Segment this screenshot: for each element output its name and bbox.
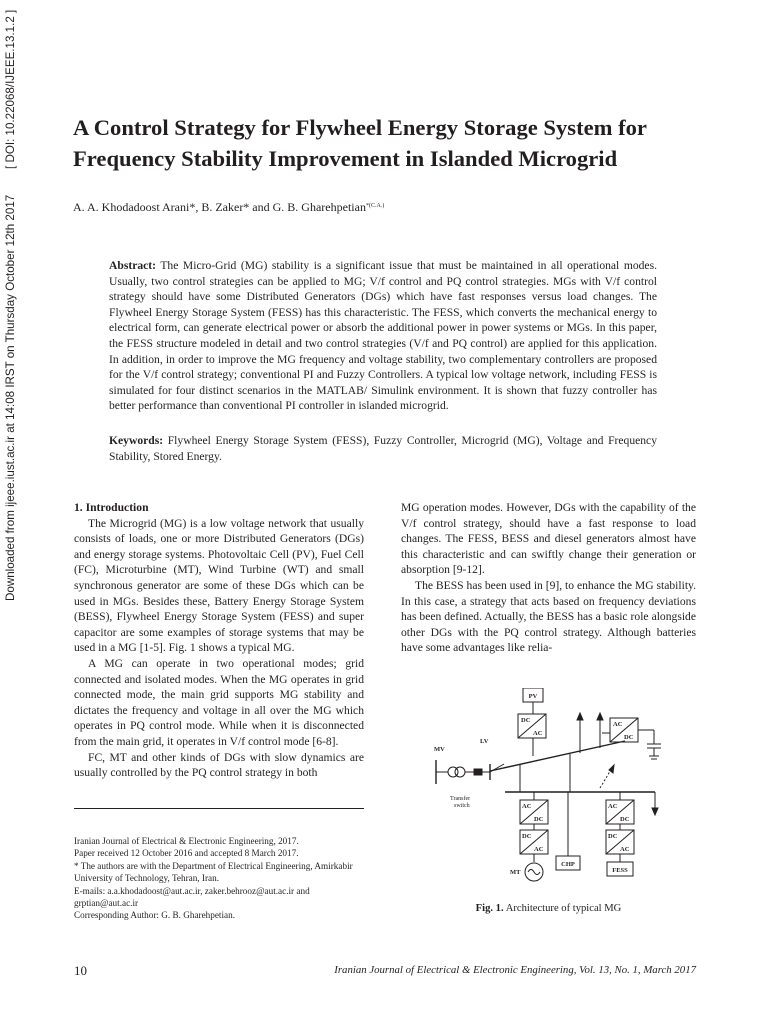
authors (73, 200, 384, 215)
title-line-1: A Control Strategy for Flywheel Energy Storage System for (73, 115, 647, 140)
paper-title (73, 112, 713, 174)
label-chp: CHP (561, 861, 575, 868)
keywords-text: Flywheel Energy Storage System (FESS), Fuzzy Controller, Microgrid (MG), Voltage and Frequency Stability, Stored Energy. (109, 434, 657, 463)
footnote (74, 835, 366, 922)
abstract-label: Abstract: (109, 259, 157, 272)
label-dc: DC (620, 816, 630, 823)
title-line-2: Frequency Stability Improvement in Islanded Microgrid (73, 146, 618, 171)
breaker (474, 769, 482, 775)
keywords-label: Keywords: (109, 434, 164, 447)
download-text: Downloaded from ijeee.iust.ac.ir at 14:08 IRST on Thursday October 12th 2017 (4, 194, 17, 602)
footnote-rule (74, 808, 364, 809)
label-ac: AC (522, 803, 532, 810)
label-pv: PV (528, 693, 538, 700)
keywords (109, 433, 657, 464)
paragraph: The Microgrid (MG) is a low voltage network that usually consists of loads, one or more Distributed Generators (DGs) and energy storage systems. Photovoltaic Cell (PV), Fuel Cell (FC), Microturbine (MT), Wind Turbine (WT) and small synchronous generator are some of these DGs which can be used in MGs. Besides these, Battery Energy Storage System (BESS), Flywheel Energy Storage System (FESS) and super capacitor are some examples of storage systems that may be used in a MG [1-5]. Fig. 1 shows a typical MG. (74, 516, 364, 655)
label-dc: DC (522, 833, 532, 840)
label-ac: AC (534, 846, 544, 853)
right-column (401, 500, 696, 656)
paragraph: The BESS has been used in [9], to enhance the MG stability. In this case, a strategy that acts based on frequency deviations has been defined. Actually, the BESS has a basic role alongside other DGs with the PQ control strategy. Although batteries have some advantages like relia- (401, 578, 696, 655)
page-number: 10 (74, 963, 87, 978)
doi-link[interactable]: [ DOI: 10.22068/IJEEE.13.1.2 ] (4, 10, 17, 170)
label-mv: MV (434, 746, 445, 753)
paragraph: MG operation modes. However, DGs with the capability of the V/f control strategy, should have a fast response to load changes. The FESS, BESS and diesel generators almost have this characteristic and can swiftly change their generation or absorption [9-12]. (401, 501, 696, 577)
author-mark: *(C.A.) (365, 203, 385, 209)
label-dc: DC (608, 833, 618, 840)
footnote-line: E-mails: a.a.khodadoost@aut.ac.ir, zaker.behrooz@aut.ac.ir and grptian@aut.ac.ir (74, 885, 310, 909)
journal-footer: Iranian Journal of Electrical & Electronic Engineering, Vol. 13, No. 1, March 2017 (334, 964, 696, 976)
label-switch: switch (454, 803, 470, 809)
section-heading: 1. Introduction (74, 501, 149, 514)
author-names: A. A. Khodadoost Arani*, B. Zaker* and G. B. Gharehpetian (73, 200, 366, 214)
caption-label: Fig. 1. (475, 903, 504, 914)
label-fess: FESS (612, 867, 628, 874)
label-lv: LV (480, 738, 489, 745)
left-column (74, 500, 364, 781)
label-dc: DC (624, 734, 634, 741)
lv-bus (490, 741, 625, 771)
paragraph: A MG can operate in two operational modes; grid connected and isolated modes. When the MG operates in grid connected mode, the main grid supports MG stability and dictates the frequency and voltage in all over the MG which operates in PQ control mode. While when it is disconnected from the main grid, it operates in V/f control mode [6-8]. (74, 656, 364, 748)
footnote-line: Iranian Journal of Electrical & Electronic Engineering, 2017. (74, 836, 299, 846)
download-stamp (4, 10, 32, 734)
label-ac: AC (608, 803, 618, 810)
microgrid-diagram (430, 688, 670, 888)
label-ac: AC (620, 846, 630, 853)
figure-caption (401, 903, 696, 914)
caption-text: Architecture of typical MG (503, 903, 622, 914)
abstract-text: The Micro-Grid (MG) stability is a significant issue that must be maintained in all operational modes. Usually, two control strategies can be applied to MG; V/f control and PQ control strategies. MGs with V/f control strategy should have some Distributed Generators (DGs) which have fast responses versus load changes. The Flywheel Energy Storage System (FESS) has this characteristic. The FESS, which converts the mechanical energy to electrical form, can generate electrical power or absorb the additional power in power systems or MGs. In this paper, the FESS structure modeled in detail and two control strategies (V/f and PQ control) are applied for this application. In addition, in order to improve the MG frequency and voltage stability, two complementary controllers are proposed for the V/f control strategy; conventional PI and Fuzzy Controllers. A typical low voltage network, including FESS is simulated for four distinct scenarios in the MATLAB/ Simulink environment. It is shown that fuzzy controller has better performance than conventional PI controller in islanded microgrid. (109, 259, 657, 413)
label-ac: AC (533, 730, 543, 737)
label-dc: DC (534, 816, 544, 823)
label-dc: DC (521, 717, 531, 724)
footnote-line: * The authors are with the Department of Electrical Engineering, Amirkabir University of Technology, Tehran, Iran. (74, 860, 353, 884)
footnote-line: Corresponding Author: G. B. Gharehpetian. (74, 910, 236, 921)
footnote-line: Paper received 12 October 2016 and accepted 8 March 2017. (74, 848, 299, 859)
paragraph: FC, MT and other kinds of DGs with slow dynamics are usually controlled by the PQ control strategy in both (74, 750, 364, 780)
label-mt: MT (510, 869, 521, 876)
label-transfer: Transfer (450, 796, 471, 802)
label-ac: AC (613, 721, 623, 728)
abstract (109, 258, 657, 414)
